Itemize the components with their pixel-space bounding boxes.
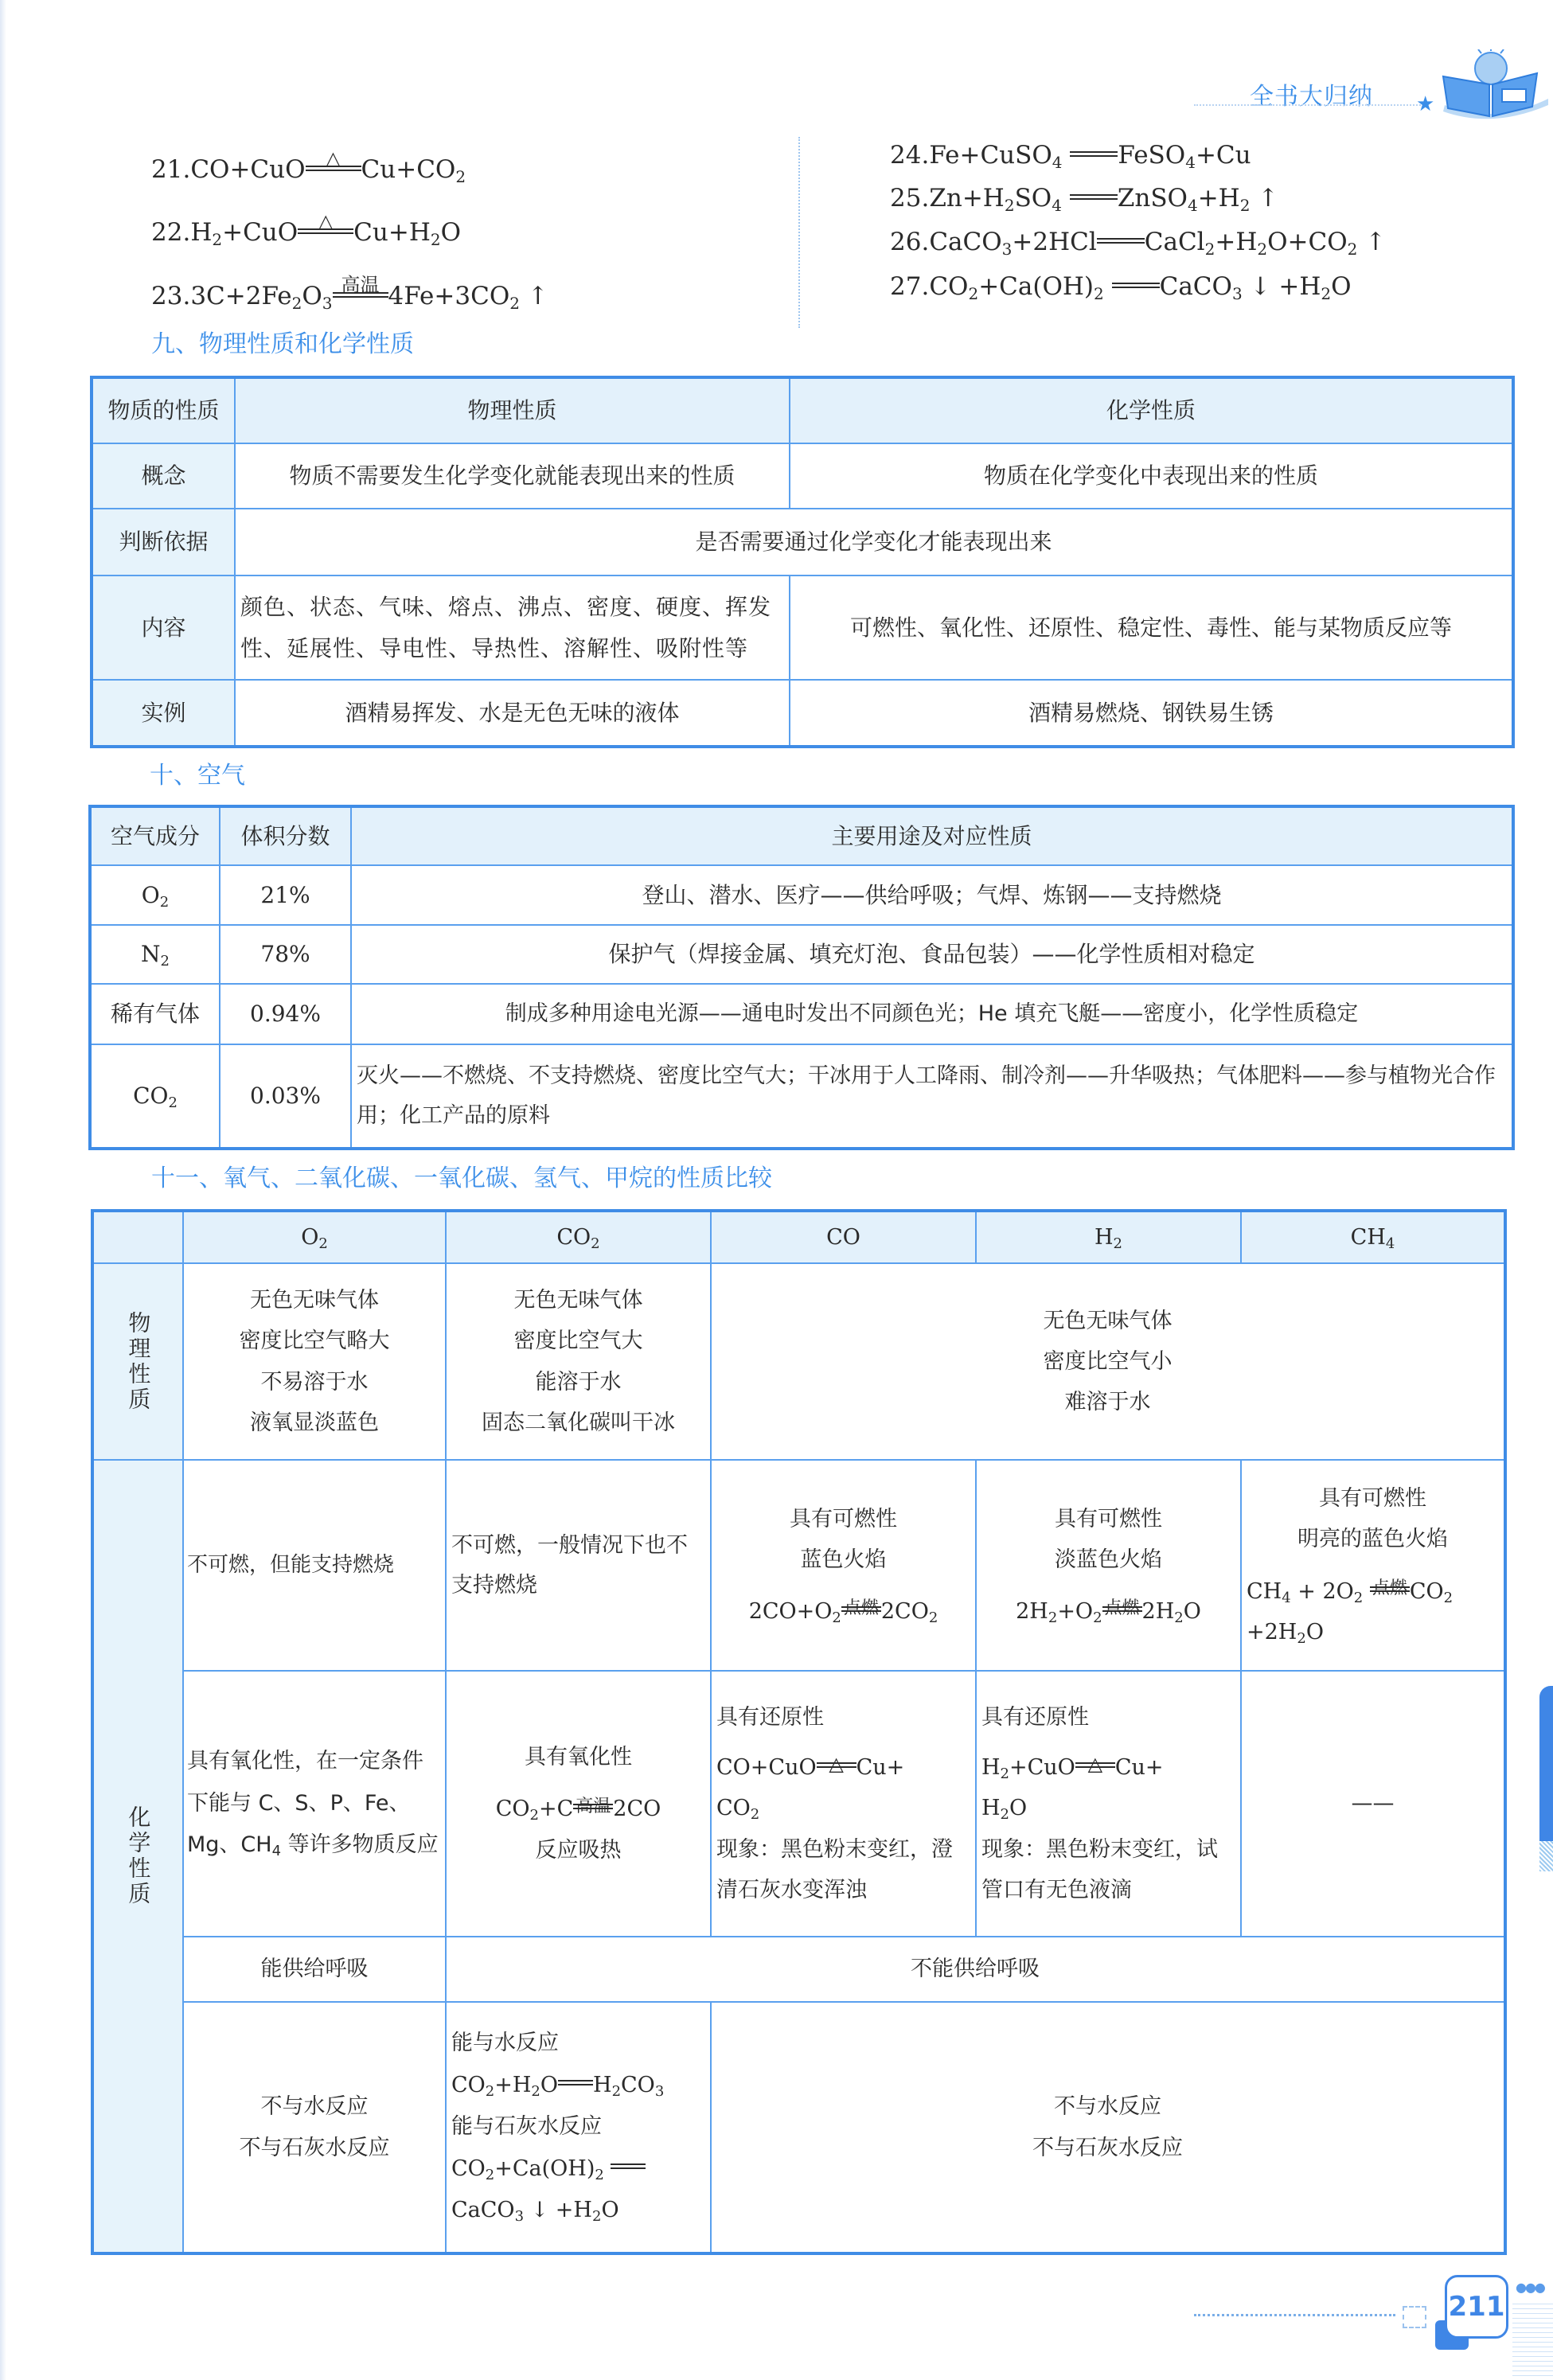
condition-mark: 高温 (333, 284, 388, 309)
fraction-cell: 0.03% (220, 1044, 351, 1149)
header-dotted-rule (1194, 104, 1421, 106)
equation-23: $23.3C+2Fe_2O_3$ 高温 $4Fe+3CO_2$ ↑ (151, 274, 548, 313)
cell: 不可燃，一般情况下也不支持燃烧 (446, 1460, 711, 1671)
cell: 具有还原性 $H_2+CuO$ △ Cu+ $H_2O$ 现象：黑色粉末变红，试管口有无色液滴 (976, 1671, 1241, 1937)
table-header-row (92, 1211, 1505, 1263)
cell: 不可燃，但能支持燃烧 (183, 1460, 446, 1671)
cell: 具有氧化性，在一定条件下能与 C、S、P、Fe、Mg、$CH_4$ 等许多物质反应 (183, 1671, 446, 1937)
use-cell: 灭火——不燃烧、不支持燃烧、密度比空气大；干冰用于人工降雨、制冷剂——升华吸热；气体肥料——参与植物光合作用；化工产品的原料 (351, 1044, 1513, 1149)
header-cell: 空气成分 (90, 806, 220, 865)
gas-comparison-table (91, 1209, 1507, 2255)
page-edge-shadow (0, 0, 6, 2380)
table-header-row (92, 377, 1513, 443)
footer-dashed-square (1403, 2306, 1426, 2328)
table-row (92, 509, 1513, 575)
use-cell: 制成多种用途电光源——通电时发出不同颜色光；He 填充飞艇——密度小，化学性质稳定 (351, 984, 1513, 1044)
equation-22: $22.H_2+CuO$ △ $Cu+H_2O$ (151, 210, 462, 249)
cell: 酒精易燃烧、钢铁易生锈 (790, 680, 1513, 747)
running-header-title: 全书大归纳 (1250, 83, 1373, 111)
footer-dots: ●●● (1516, 2280, 1544, 2295)
header-cell: 主要用途及对应性质 (351, 806, 1513, 865)
row-label: 概念 (92, 443, 235, 509)
condition-mark: △ (306, 158, 361, 182)
header-cell-co: CO (711, 1211, 976, 1263)
table-row-redox (92, 1671, 1505, 1937)
table-row-combustion (92, 1460, 1505, 1671)
cell: 具有可燃性 明亮的蓝色火焰 $CH_4 + 2O_2$ 点燃 $CO_2$ $+2H_2O$ (1241, 1460, 1505, 1671)
cell: 是否需要通过化学变化才能表现出来 (235, 509, 1513, 575)
page-number: 211 (1445, 2275, 1508, 2339)
row-label-physical: 物理性质 (92, 1263, 183, 1460)
cell: 无色无味气体 密度比空气大 能溶于水 固态二氧化碳叫干冰 (446, 1263, 711, 1460)
cell: 无色无味气体 密度比空气小 难溶于水 (711, 1263, 1505, 1460)
component-cell: $O_2$ (90, 865, 220, 925)
use-cell: 保护气（焊接金属、填充灯泡、食品包装）——化学性质相对稳定 (351, 925, 1513, 984)
table-row (92, 443, 1513, 509)
component-cell: $CO_2$ (90, 1044, 220, 1149)
table-row-water (92, 2002, 1505, 2253)
section-title-10: 十、空气 (150, 762, 245, 790)
air-table (88, 805, 1515, 1150)
table-row (90, 1044, 1513, 1149)
side-tab-hatch (1539, 1841, 1553, 1871)
row-label: 内容 (92, 575, 235, 680)
cell: 可燃性、氧化性、还原性、稳定性、毒性、能与某物质反应等 (790, 575, 1513, 680)
table-row (90, 865, 1513, 925)
cell: 无色无味气体 密度比空气略大 不易溶于水 液氧显淡蓝色 (183, 1263, 446, 1460)
cell: 具有氧化性 $CO_2+C$ 高温 2CO 反应吸热 (446, 1671, 711, 1937)
header-cell-ch4: $CH_4$ (1241, 1211, 1505, 1263)
cell: —— (1241, 1671, 1505, 1937)
fraction-cell: 78% (220, 925, 351, 984)
cell: 物质在化学变化中表现出来的性质 (790, 443, 1513, 509)
cell: 不能供给呼吸 (446, 1937, 1505, 2002)
component-cell: $N_2$ (90, 925, 220, 984)
footer-hatch-pattern (1512, 2300, 1553, 2376)
table-header-row (90, 806, 1513, 865)
cell: 物质不需要发生化学变化就能表现出来的性质 (235, 443, 790, 509)
header-cell-co2: $CO_2$ (446, 1211, 711, 1263)
use-cell: 登山、潜水、医疗——供给呼吸；气焊、炼钢——支持燃烧 (351, 865, 1513, 925)
row-label: 判断依据 (92, 509, 235, 575)
header-cell: 体积分数 (220, 806, 351, 865)
table-row (90, 984, 1513, 1044)
fraction-cell: 0.94% (220, 984, 351, 1044)
cell: 酒精易挥发、水是无色无味的液体 (235, 680, 790, 747)
cell: 颜色、状态、气味、熔点、沸点、密度、硬度、挥发性、延展性、导电性、导热性、溶解性、吸附性等 (235, 575, 790, 680)
header-cell: 物质的性质 (92, 377, 235, 443)
footer-dotted-rule (1194, 2314, 1395, 2316)
cell: 能供给呼吸 (183, 1937, 446, 2002)
cell: 能与水反应 $CO_2+H_2O$ $H_2CO_3$ 能与石灰水反应 $CO_2+Ca(OH)_2$ CaCO$_3$ ↓ $+H_2O$ (446, 2002, 711, 2253)
chapter-side-tab (1539, 1686, 1553, 1841)
cell: 不与水反应 不与石灰水反应 (183, 2002, 446, 2253)
component-cell: 稀有气体 (90, 984, 220, 1044)
cell: 不与水反应 不与石灰水反应 (711, 2002, 1505, 2253)
equation-24: 24.Fe+CuSO$_4$ FeSO$_4$+Cu (890, 141, 1251, 172)
section-title-9: 九、物理性质和化学性质 (151, 330, 414, 358)
table-row (90, 925, 1513, 984)
book-reading-mascot-icon (1429, 49, 1553, 123)
table-row-physical (92, 1263, 1505, 1460)
equations-column-divider (798, 137, 800, 328)
corner-cell (92, 1211, 183, 1263)
section-title-11: 十一、氧气、二氧化碳、一氧化碳、氢气、甲烷的性质比较 (151, 1165, 772, 1192)
table-row (92, 680, 1513, 747)
equation-27: $27.CO_2+Ca(OH)_2$ CaCO$_3$ ↓ $+H_2O$ (890, 272, 1352, 303)
table-row-breathing (92, 1937, 1505, 2002)
cell: 具有可燃性 淡蓝色火焰 $2H_2+O_2$ 点燃 $2H_2O$ (976, 1460, 1241, 1671)
equation-25: $25.Zn+H_2SO_4$ $ZnSO_4+H_2$ ↑ (890, 184, 1279, 215)
star-icon: ★ (1416, 92, 1435, 116)
condition-mark: △ (298, 220, 353, 245)
header-cell: 物理性质 (235, 377, 790, 443)
fraction-cell: 21% (220, 865, 351, 925)
header-cell: 化学性质 (790, 377, 1513, 443)
equation-26: 26.CaCO$_3$+2HCl $CaCl_2+H_2O+CO_2$ ↑ (890, 228, 1387, 259)
cell: 具有可燃性 蓝色火焰 $2CO+O_2$ 点燃 $2CO_2$ (711, 1460, 976, 1671)
table-row (92, 575, 1513, 680)
properties-table (90, 376, 1515, 748)
header-cell-o2: $O_2$ (183, 1211, 446, 1263)
equation-21: 21.CO+CuO △ $Cu+CO_2$ (151, 147, 466, 186)
row-label-chemical: 化学性质 (92, 1460, 183, 2253)
header-cell-h2: $H_2$ (976, 1211, 1241, 1263)
cell: 具有还原性 CO+CuO △ Cu+ $CO_2$ 现象：黑色粉末变红，澄清石灰水变浑浊 (711, 1671, 976, 1937)
row-label: 实例 (92, 680, 235, 747)
